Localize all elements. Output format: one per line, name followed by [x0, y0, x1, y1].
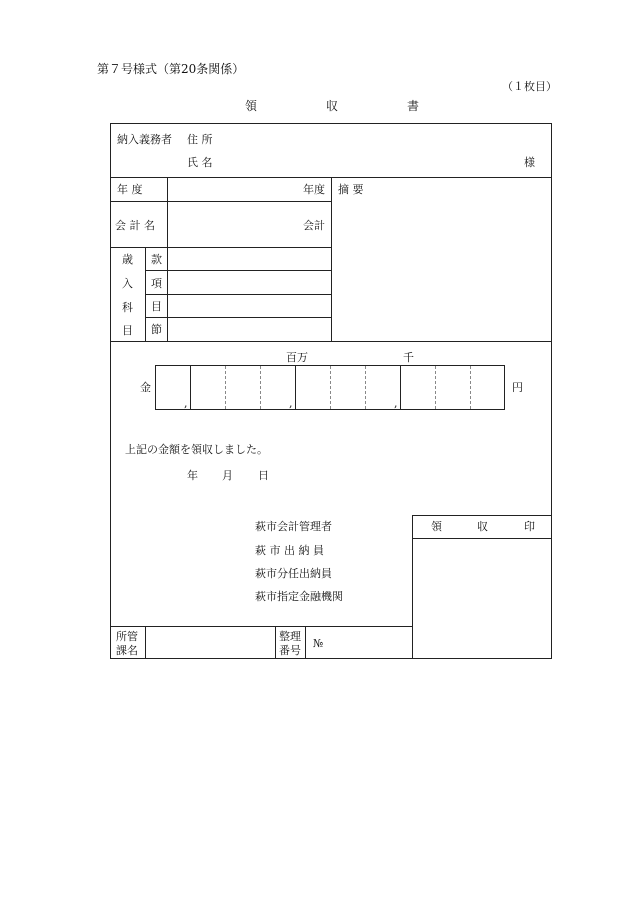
revenue-row-moku: 目	[151, 300, 162, 313]
dept-label-line-2: 課名	[116, 644, 138, 657]
ref-label-line-1: 整理	[279, 630, 301, 643]
title-char-3: 書	[407, 99, 420, 113]
rule-stamp-left	[412, 515, 413, 659]
stamp-char-2: 収	[477, 520, 488, 533]
revenue-side-char-4: 目	[122, 324, 133, 337]
stamp-char-3: 印	[524, 520, 535, 533]
title-char-1: 領	[245, 99, 258, 113]
address-label: 住 所	[187, 133, 213, 146]
title-char-2: 収	[326, 99, 339, 113]
revenue-side-char-2: 入	[122, 277, 133, 290]
digit-group-divider-1	[190, 365, 191, 410]
account-label: 会 計 名	[115, 219, 155, 232]
digit-divider	[365, 366, 366, 409]
rule-moku-bottom	[145, 317, 331, 318]
fiscal-year-suffix: 年度	[303, 183, 325, 196]
revenue-row-setsu: 節	[151, 323, 162, 336]
account-suffix: 会計	[303, 219, 325, 232]
received-statement: 上記の金額を領収しました。	[125, 443, 268, 456]
digit-group-divider-2	[295, 365, 296, 410]
honorific-label: 様	[524, 156, 535, 169]
revenue-side-char-1: 歳	[122, 253, 133, 266]
rule-footer-1	[145, 626, 146, 659]
rule-stamp-header-bottom	[412, 538, 552, 539]
dept-label-line-1: 所管	[116, 630, 138, 643]
digit-divider	[225, 366, 226, 409]
digit-divider	[435, 366, 436, 409]
date-day-label: 日	[258, 469, 269, 482]
receiver-cashier: 萩 市 出 納 員	[255, 544, 324, 557]
amount-label: 金	[140, 381, 151, 394]
rule-footer-2	[275, 626, 276, 659]
digit-divider	[260, 366, 261, 409]
rule-footer-top	[110, 626, 412, 627]
rule-kan-bottom	[145, 270, 331, 271]
millions-label: 百万	[286, 351, 308, 364]
summary-label: 摘 要	[338, 183, 364, 196]
rule-account-bottom	[110, 247, 331, 248]
form-number-label: 第７号様式（第20条関係）	[97, 62, 245, 76]
digit-divider	[470, 366, 471, 409]
digit-separator-3: ,	[394, 397, 398, 410]
date-year-label: 年	[187, 469, 198, 482]
thousands-label: 千	[403, 351, 414, 364]
date-month-label: 月	[222, 469, 233, 482]
yen-unit-label: 円	[512, 381, 523, 394]
digit-group-divider-3	[400, 365, 401, 410]
receiver-accounting-manager: 萩市会計管理者	[255, 520, 332, 533]
rule-stamp-top	[412, 515, 552, 516]
fiscal-year-label: 年 度	[117, 183, 143, 196]
rule-year-bottom	[110, 201, 331, 202]
ref-label-line-2: 番号	[279, 644, 301, 657]
sheet-number-label: （１枚目）	[502, 80, 557, 93]
receiver-sub-cashier: 萩市分任出納員	[255, 567, 332, 580]
rule-summary-left	[331, 177, 332, 341]
revenue-row-kou: 項	[151, 277, 162, 290]
rule-label-column	[167, 177, 168, 341]
rule-subject-bottom	[110, 341, 552, 342]
receiver-designated-bank: 萩市指定金融機関	[255, 590, 343, 603]
name-label: 氏 名	[187, 156, 213, 169]
payer-label: 納入義務者	[117, 133, 172, 146]
rule-kou-bottom	[145, 294, 331, 295]
rule-subject-split	[145, 247, 146, 341]
rule-footer-3	[305, 626, 306, 659]
digit-divider	[330, 366, 331, 409]
digit-separator-1: ,	[184, 397, 188, 410]
number-sign-label: №	[313, 637, 324, 650]
digit-separator-2: ,	[289, 397, 293, 410]
revenue-side-char-3: 科	[122, 301, 133, 314]
revenue-row-kan: 款	[151, 253, 162, 266]
stamp-char-1: 領	[431, 520, 442, 533]
